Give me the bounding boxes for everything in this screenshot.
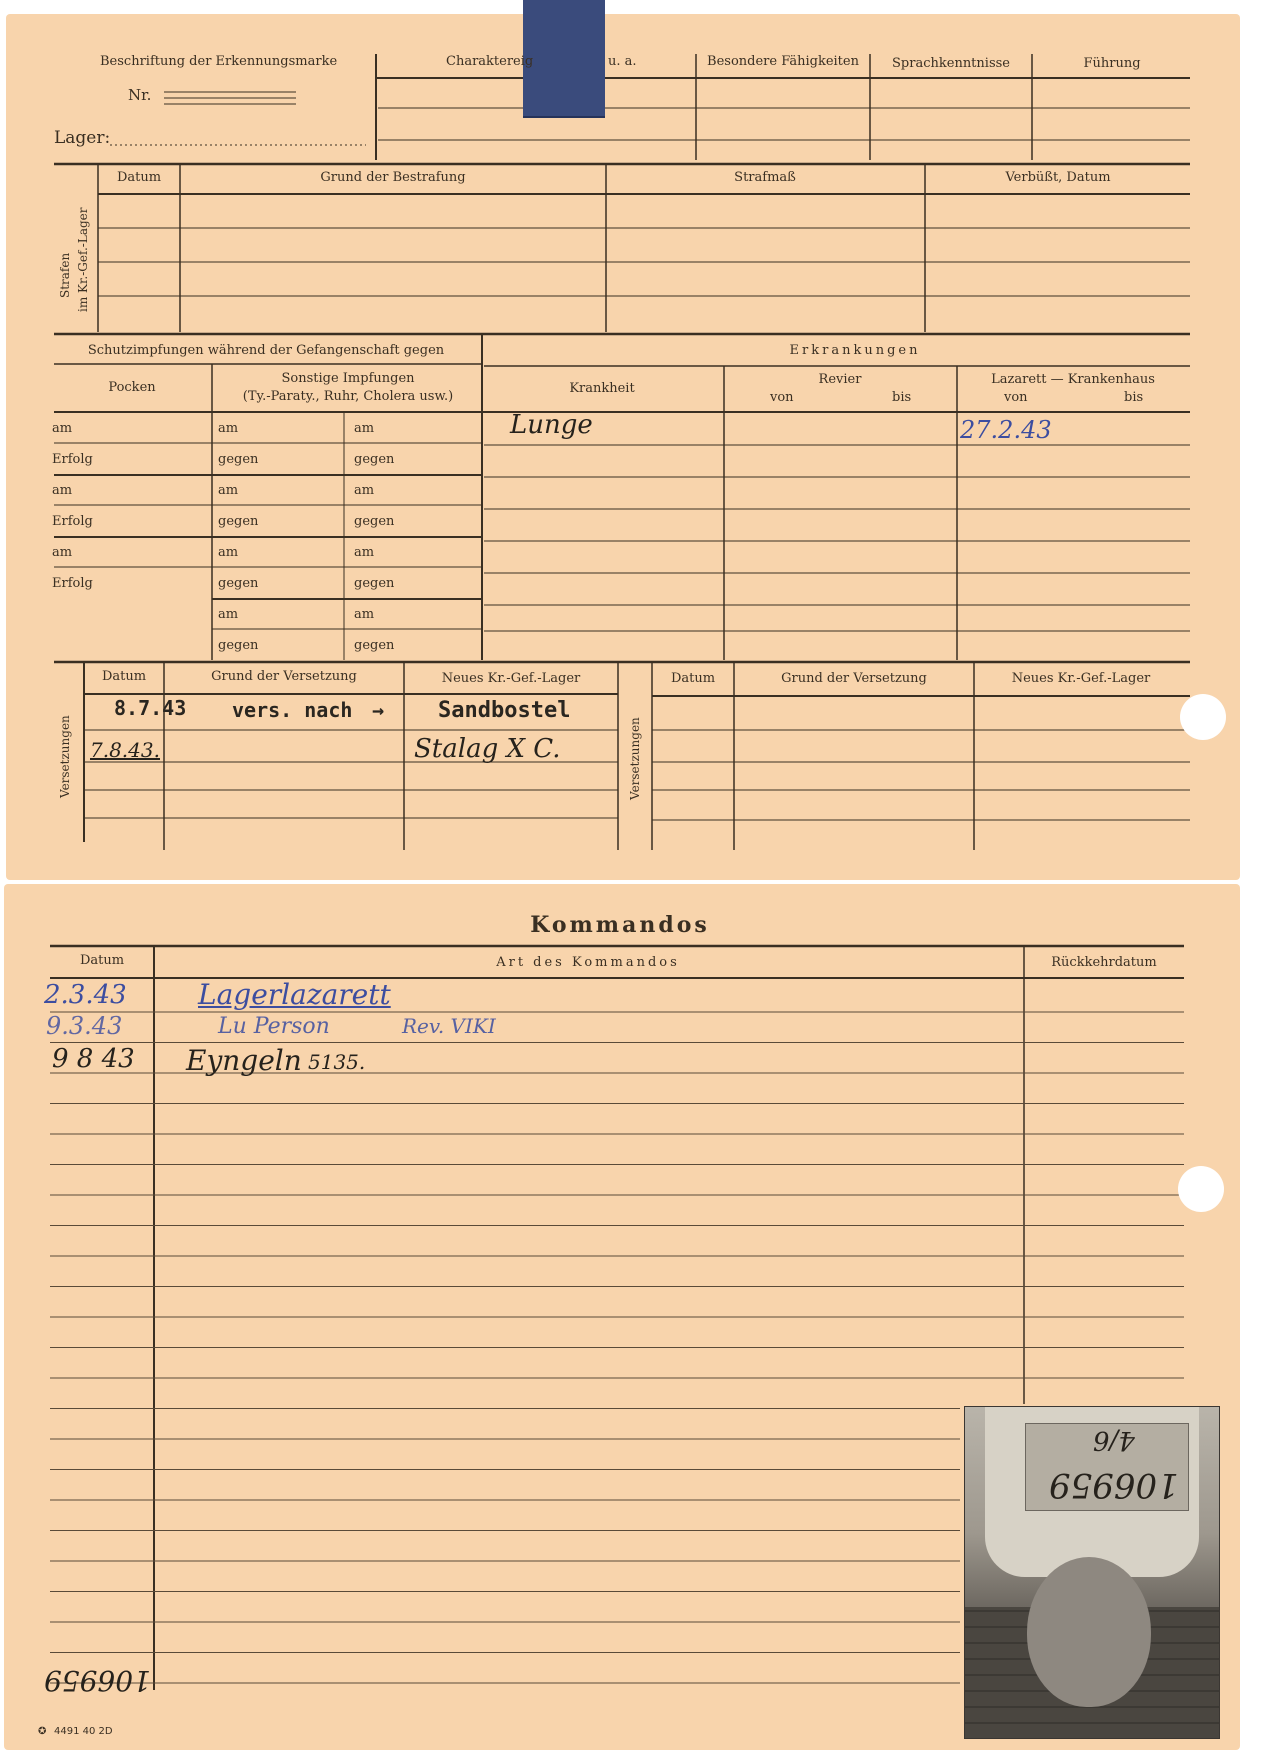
impfungen-col-pocken: Pocken: [108, 380, 156, 395]
sonstige-gegen-4a: gegen: [218, 638, 259, 653]
pocken-am-1: am: [52, 421, 73, 436]
vers-right-col-lager: Neues Kr.-Gef.-Lager: [1011, 671, 1151, 686]
erkrankungen-col-lazarett: Lazarett — Krankenhaus: [991, 372, 1155, 387]
lazarett-bis: bis: [1124, 390, 1144, 405]
lazarett-von: von: [1004, 390, 1028, 405]
vers-left-col-lager: Neues Kr.-Gef.-Lager: [441, 671, 581, 686]
versetzungen-side-label-right: Versetzungen: [628, 717, 642, 800]
erkrankungen-col-krankheit: Krankheit: [569, 381, 635, 396]
pocken-am-3: am: [52, 545, 73, 560]
sonstige-gegen-2b: gegen: [354, 514, 395, 529]
footer-print-code: 4491 40 2D: [54, 1726, 113, 1737]
revier-von: von: [770, 390, 794, 405]
kommando-row3-extra: 5135.: [308, 1050, 366, 1074]
fuehrung-label: Führung: [1083, 56, 1141, 71]
sonstige-gegen-3b: gegen: [354, 576, 395, 591]
vers-row1-datum: 8.7.43: [114, 696, 187, 720]
sonstige-gegen-3a: gegen: [218, 576, 259, 591]
vers-left-col-datum: Datum: [101, 669, 147, 684]
pocken-erfolg-2: Erfolg: [52, 514, 93, 529]
pocken-erfolg-3: Erfolg: [52, 576, 93, 591]
photo-slate-number: 106959: [1049, 1465, 1179, 1505]
strafen-side-label-2: im Kr.-Gef.-Lager: [76, 207, 90, 312]
kommandos-col-datum: Datum: [79, 953, 125, 968]
sonstige-am-3b: am: [354, 545, 375, 560]
kommandos-title: Kommandos: [530, 912, 710, 938]
nr-label: Nr.: [128, 86, 152, 104]
sonstige-gegen-1a: gegen: [218, 452, 259, 467]
kommando-row1-datum: 2.3.43: [44, 980, 127, 1010]
erkrankungen-title: Erkrankungen: [789, 343, 921, 358]
vers-right-col-grund: Grund der Versetzung: [781, 671, 927, 686]
erkennungsmarke-label: Beschriftung der Erkennungsmarke: [100, 54, 338, 69]
kommando-row2-datum: 9.3.43: [46, 1012, 123, 1040]
punch-hole-top: [1180, 694, 1226, 740]
print-mark-icon: ✪: [38, 1726, 47, 1737]
sonstige-gegen-2a: gegen: [218, 514, 259, 529]
faehigkeiten-label: Besondere Fähigkeiten: [707, 54, 859, 69]
sonstige-am-1a: am: [218, 421, 239, 436]
vers-right-col-datum: Datum: [670, 671, 716, 686]
sonstige-gegen-1b: gegen: [354, 452, 395, 467]
sonstige-am-4b: am: [354, 607, 375, 622]
sonstige-am-2a: am: [218, 483, 239, 498]
punch-hole-bottom: [1178, 1166, 1224, 1212]
impfungen-col-sonstige: Sonstige Impfungen: [281, 371, 415, 386]
sprachkenntnisse-label: Sprachkenntnisse: [892, 56, 1010, 71]
entry-krankheit: Lunge: [510, 410, 593, 440]
vers-row1-lager: Sandbostel: [438, 698, 571, 723]
kommando-row2-extra: Rev. VIKI: [402, 1014, 496, 1038]
pocken-erfolg-1: Erfolg: [52, 452, 93, 467]
footer-vertical-number: 106959: [44, 1664, 151, 1697]
vers-left-col-grund: Grund der Versetzung: [211, 669, 357, 684]
impfungen-title: Schutzimpfungen während der Gefangenschaft gegen: [87, 343, 445, 358]
vers-row2-lager: Stalag X C.: [414, 734, 561, 764]
kommando-row2-art: Lu Person: [218, 1014, 330, 1039]
kommando-row3-art: Eyngeln: [186, 1044, 302, 1077]
photo-slate-code: 4/6: [1093, 1425, 1135, 1455]
kommandos-col-art: Art des Kommandos: [496, 955, 680, 970]
kommando-row1-art: Lagerlazarett: [198, 978, 391, 1011]
kommando-row3-datum: 9 8 43: [52, 1044, 135, 1074]
lager-label: Lager:: [54, 128, 111, 148]
sonstige-am-4a: am: [218, 607, 239, 622]
strafen-col-datum: Datum: [116, 170, 162, 185]
kommandos-col-rueckkehr: Rückkehrdatum: [1051, 955, 1157, 970]
strafen-col-strafmass: Strafmaß: [734, 170, 796, 185]
charakter-label: Charaktereig: [446, 54, 534, 69]
vers-row1-grund: vers. nach: [232, 698, 353, 722]
pocken-am-2: am: [52, 483, 73, 498]
revier-bis: bis: [892, 390, 912, 405]
versetzungen-side-label-left: Versetzungen: [58, 715, 72, 798]
strafen-col-grund: Grund der Bestrafung: [320, 170, 466, 185]
prisoner-photo: [964, 1406, 1220, 1739]
charakter-suffix: u. a.: [608, 54, 637, 69]
strafen-side-label: Strafen: [58, 252, 72, 298]
sonstige-gegen-4b: gegen: [354, 638, 395, 653]
sonstige-am-2b: am: [354, 483, 375, 498]
sonstige-am-3a: am: [218, 545, 239, 560]
vers-row1-arrow-icon: →: [372, 698, 385, 722]
entry-lazarett-von: 27.2.43: [960, 416, 1052, 444]
vers-row2-datum: 7.8.43.: [90, 738, 160, 762]
ribbon-tab: [523, 0, 605, 118]
erkrankungen-col-revier: Revier: [818, 372, 862, 387]
sonstige-am-1b: am: [354, 421, 375, 436]
impfungen-col-sonstige-sub: (Ty.-Paraty., Ruhr, Cholera usw.): [242, 389, 454, 404]
strafen-col-verbuesst: Verbüßt, Datum: [1005, 170, 1111, 185]
